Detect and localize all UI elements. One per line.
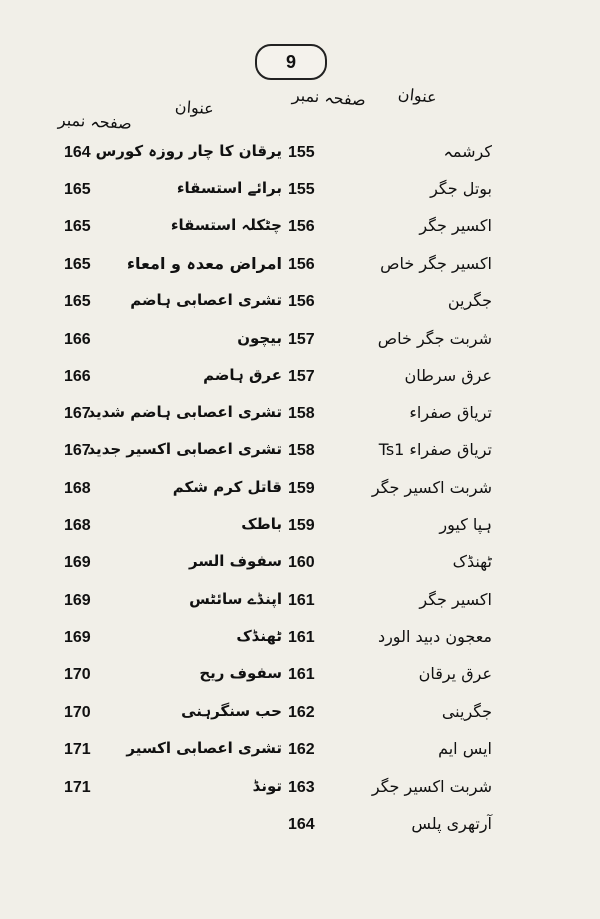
table-row [0,177,600,207]
table-row [0,812,600,842]
right-title: کرشمہ [443,142,492,161]
left-page-number: 166 [64,331,91,348]
left-page-number: 169 [64,629,91,646]
middle-page-number: 156 [288,218,315,235]
right-title: اکسیر جگر [419,216,492,235]
right-title: شربت اکسیر جگر [371,777,492,796]
middle-title: قاتل کرم شکم [172,478,282,496]
middle-page-number: 157 [288,368,315,385]
left-page-number: 167 [64,405,91,422]
table-row [0,438,600,468]
right-title: تریاق صفراء [409,403,492,422]
right-title: عرق سرطان [404,366,492,385]
right-title: ٹھنڈک [452,552,492,571]
middle-title: یرقان کا چار روزہ کورس [95,142,282,160]
middle-title: عرق ہاضم [203,366,282,384]
left-page-number: 164 [64,144,91,161]
right-title: ایس ایم [438,739,492,758]
left-page-number: 165 [64,218,91,235]
table-row [0,252,600,282]
right-title: تریاق صفراء Ts1 [378,440,492,459]
middle-page-number: 155 [288,181,315,198]
middle-page-number: 157 [288,331,315,348]
left-page-number: 165 [64,256,91,273]
right-title: جگرینی [441,702,492,721]
left-page-number: 169 [64,592,91,609]
table-row [0,401,600,431]
middle-title: سفوف السر [189,552,282,570]
middle-title: تشری اعصابی اکسیر جدید [87,440,282,458]
middle-page-number: 159 [288,517,315,534]
right-title: ہپا کیور [439,515,492,534]
middle-title: چٹکلہ استسقاء [170,216,282,234]
middle-page-number: 156 [288,293,315,310]
middle-page-number: 156 [288,256,315,273]
middle-page-number: 161 [288,629,315,646]
middle-title: بیچون [237,329,282,347]
left-page-number: 171 [64,779,91,796]
header-title-middle: عنوان [174,96,215,119]
middle-title: ٹھنڈک [236,627,282,645]
middle-title: امراض معدہ و امعاء [126,254,282,273]
header-title-right: عنوان [397,84,438,107]
header-page-middle: صفحہ نمبر [291,85,367,110]
middle-page-number: 164 [288,816,315,833]
table-row [0,700,600,730]
table-row [0,214,600,244]
left-page-number: 170 [64,704,91,721]
right-title: آرتھری پلس [411,814,492,833]
header-page-left: صفحہ نمبر [57,110,133,133]
middle-page-number: 161 [288,666,315,683]
table-row [0,289,600,319]
left-page-number: 165 [64,293,91,310]
right-title: شربت اکسیر جگر [371,478,492,497]
middle-page-number: 163 [288,779,315,796]
left-page-number: 165 [64,181,91,198]
left-page-number: 168 [64,480,91,497]
left-page-number: 171 [64,741,91,758]
middle-page-number: 162 [288,741,315,758]
middle-title: اپنڈے سائٹس [189,590,282,608]
table-row [0,625,600,655]
table-row [0,364,600,394]
middle-page-number: 155 [288,144,315,161]
middle-title: باطک [241,515,282,533]
middle-title: تشری اعصابی ہاضم شدید [87,403,282,421]
middle-page-number: 159 [288,480,315,497]
table-row [0,550,600,580]
middle-page-number: 160 [288,554,315,571]
right-title: اکسیر جگر [419,590,492,609]
right-title: اکسیر جگر خاص [380,254,492,273]
middle-page-number: 161 [288,592,315,609]
table-row [0,588,600,618]
middle-page-number: 162 [288,704,315,721]
table-row [0,737,600,767]
left-page-number: 166 [64,368,91,385]
left-page-number: 167 [64,442,91,459]
middle-title: تشری اعصابی ہاضم [130,291,282,309]
table-row [0,140,600,170]
left-page-number: 169 [64,554,91,571]
left-page-number: 168 [64,517,91,534]
middle-title: حب سنگرہنی [181,702,282,720]
middle-title: برائے استسقاء [176,179,282,197]
table-row [0,775,600,805]
middle-page-number: 158 [288,442,315,459]
right-title: جگرین [447,291,492,310]
right-title: عرق یرقان [418,664,492,683]
middle-title: تشری اعصابی اکسیر [126,739,282,757]
middle-title: تونڈ [252,777,282,795]
right-title: شربت جگر خاص [377,329,492,348]
table-row [0,327,600,357]
table-row [0,476,600,506]
right-title: معجون دبید الورد [377,627,492,646]
left-page-number: 170 [64,666,91,683]
right-title: بوتل جگر [430,179,492,198]
middle-title: سفوف ریح [199,664,282,682]
table-row [0,662,600,692]
middle-page-number: 158 [288,405,315,422]
table-row [0,513,600,543]
page-number-badge: 9 [255,44,327,80]
